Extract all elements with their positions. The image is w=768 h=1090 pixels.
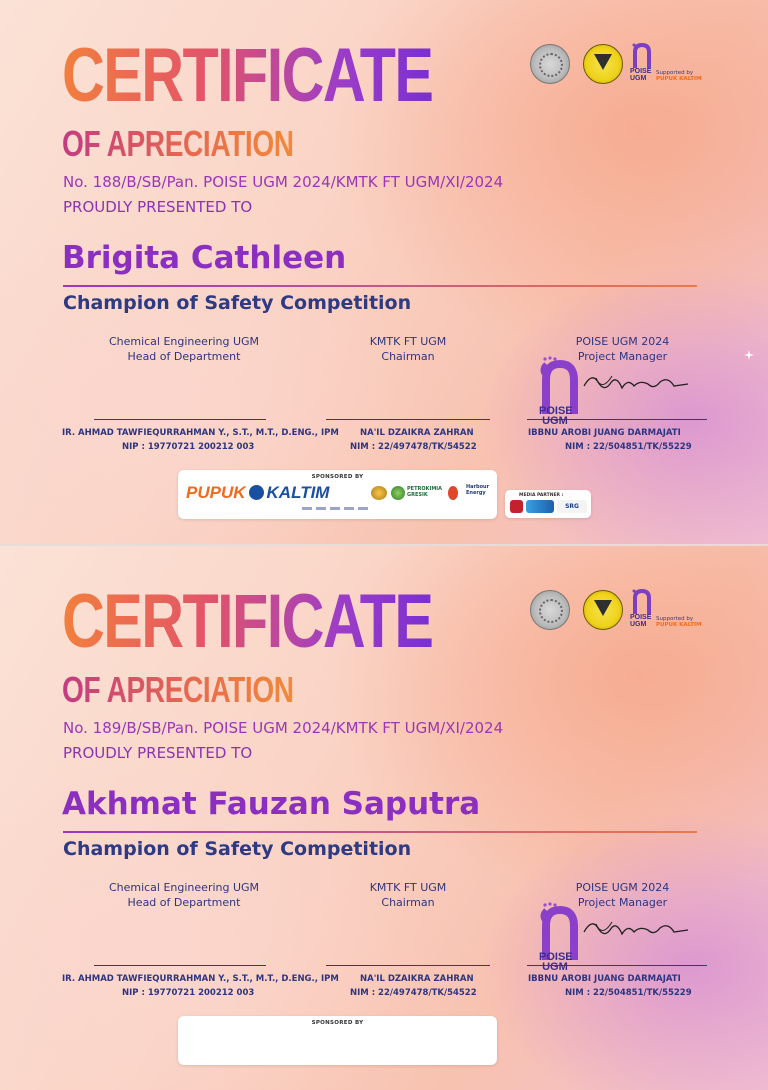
petrokimia-emblem-icon <box>391 486 405 500</box>
pupuk-text: PUPUK <box>186 483 246 502</box>
media-logo-icon <box>526 500 554 513</box>
supported-by-label: Supported by <box>656 616 694 622</box>
signatory-name: IBBNU AROBI JUANG DARMAJATI <box>528 974 681 984</box>
signatory-org: KMTK FT UGM <box>369 881 447 894</box>
ugm-seal-icon <box>530 590 570 630</box>
name-underline <box>63 285 697 287</box>
signatory-id: NIM : 22/504851/TK/55229 <box>565 442 692 452</box>
certificate-title: CERTIFICATE <box>62 579 433 664</box>
srg-logo: SRG <box>557 500 587 513</box>
poise-logo-icon <box>630 588 656 630</box>
signatory-role: Project Manager <box>577 350 668 363</box>
signatory-role: Chairman <box>381 896 435 909</box>
kmtk-seal-icon <box>583 44 623 84</box>
signatory-name: IR. AHMAD TAWFIEQURRAHMAN Y., S.T., M.T., D.ENG., IPM <box>62 428 339 438</box>
petrokimia-label: PETROKIMIA GRESIK <box>407 486 443 498</box>
poise-logo-line2: UGM <box>542 961 568 973</box>
media-logo-icon <box>510 500 523 513</box>
signatory-name: IR. AHMAD TAWFIEQURRAHMAN Y., S.T., M.T., D.ENG., IPM <box>62 974 339 984</box>
poise-logo-icon <box>536 356 582 444</box>
supported-by-label: Supported by <box>656 70 694 76</box>
poise-logo-line1: POISE <box>539 405 573 417</box>
poise-logo-icon <box>536 902 582 990</box>
award-title: Champion of Safety Competition <box>63 838 412 860</box>
signature-scribble <box>582 914 692 944</box>
kmtk-seal-icon <box>583 590 623 630</box>
certificate-number: No. 189/B/SB/Pan. POISE UGM 2024/KMTK FT UGM/XI/2024 <box>63 719 504 737</box>
certificate-title: CERTIFICATE <box>62 33 433 118</box>
signature-line <box>94 965 266 966</box>
recipient-name: Brigita Cathleen <box>62 240 347 276</box>
signature-scribble <box>582 368 692 398</box>
signatory-org: Chemical Engineering UGM <box>108 881 260 894</box>
poise-logo-line1: POISE <box>539 951 573 963</box>
signatory-id: NIP : 19770721 200212 003 <box>122 988 255 998</box>
certificate-subtitle: OF APRECIATION <box>62 669 294 710</box>
signatory-role: Chairman <box>381 350 435 363</box>
sparkle-icon <box>744 350 754 360</box>
signatory-id: NIM : 22/497478/TK/54522 <box>350 988 477 998</box>
minor-sponsor-logos <box>302 507 372 510</box>
supported-by-brand: PUPUK KALTIM <box>656 76 702 82</box>
signatory-role: Head of Department <box>127 350 241 363</box>
signature-line <box>94 419 266 420</box>
presented-to-label: PROUDLY PRESENTED TO <box>63 744 253 762</box>
signatory-role: Project Manager <box>577 896 668 909</box>
poise-logo-icon <box>630 42 656 84</box>
media-partner-panel <box>505 490 591 518</box>
supported-by <box>656 616 702 628</box>
poise-logo-line2: UGM <box>630 621 647 628</box>
signatory-org: KMTK FT UGM <box>369 335 447 348</box>
signatory-id: NIM : 22/497478/TK/54522 <box>350 442 477 452</box>
sponsor-panel <box>178 470 497 519</box>
signatory-chairman <box>328 334 488 452</box>
certificate-number: No. 188/B/SB/Pan. POISE UGM 2024/KMTK FT UGM/XI/2024 <box>63 173 504 191</box>
sponsor-emblem-icon <box>448 486 458 500</box>
poise-logo-line1: POISE <box>630 614 652 621</box>
sponsor-emblem-icon <box>371 486 387 500</box>
ugm-seal-icon <box>530 44 570 84</box>
signatory-head-of-department <box>62 334 339 452</box>
poise-logo-line1: POISE <box>630 68 652 75</box>
award-title: Champion of Safety Competition <box>63 292 412 314</box>
presented-to-label: PROUDLY PRESENTED TO <box>63 198 253 216</box>
signature-line <box>326 419 490 420</box>
recipient-name: Akhmat Fauzan Saputra <box>62 786 481 822</box>
supported-by <box>656 70 702 82</box>
poise-logo-line2: UGM <box>630 75 647 82</box>
poise-logo-line2: UGM <box>542 415 568 427</box>
media-partner-heading: MEDIA PARTNER : <box>519 493 564 498</box>
signatory-id: NIM : 22/504851/TK/55229 <box>565 988 692 998</box>
kaltim-text: KALTIM <box>266 483 330 502</box>
pupuk-kaltim-logo <box>186 483 329 503</box>
signatory-org: POISE UGM 2024 <box>575 335 670 348</box>
harbour-energy-label: Harbour Energy <box>466 484 490 496</box>
certificate-subtitle: OF APRECIATION <box>62 123 294 164</box>
sponsor-panel <box>178 1016 497 1065</box>
signatory-role: Head of Department <box>127 896 241 909</box>
header-logos <box>528 588 708 634</box>
name-underline <box>63 831 697 833</box>
signatory-head-of-department <box>62 880 339 998</box>
supported-by-brand: PUPUK KALTIM <box>656 622 702 628</box>
certificate-card <box>0 546 768 1090</box>
signatory-org: POISE UGM 2024 <box>575 881 670 894</box>
sponsor-heading: SPONSORED BY <box>311 1020 364 1026</box>
signatory-name: IBBNU AROBI JUANG DARMAJATI <box>528 428 681 438</box>
signature-line <box>326 965 490 966</box>
signatory-org: Chemical Engineering UGM <box>108 335 260 348</box>
signatory-id: NIP : 19770721 200212 003 <box>122 442 255 452</box>
header-logos <box>528 42 708 88</box>
sponsor-heading: SPONSORED BY <box>311 474 364 480</box>
signatory-name: NA'IL DZAIKRA ZAHRAN <box>360 428 474 438</box>
signatory-name: NA'IL DZAIKRA ZAHRAN <box>360 974 474 984</box>
pupuk-emblem-icon <box>249 485 264 500</box>
signatory-chairman <box>328 880 488 998</box>
